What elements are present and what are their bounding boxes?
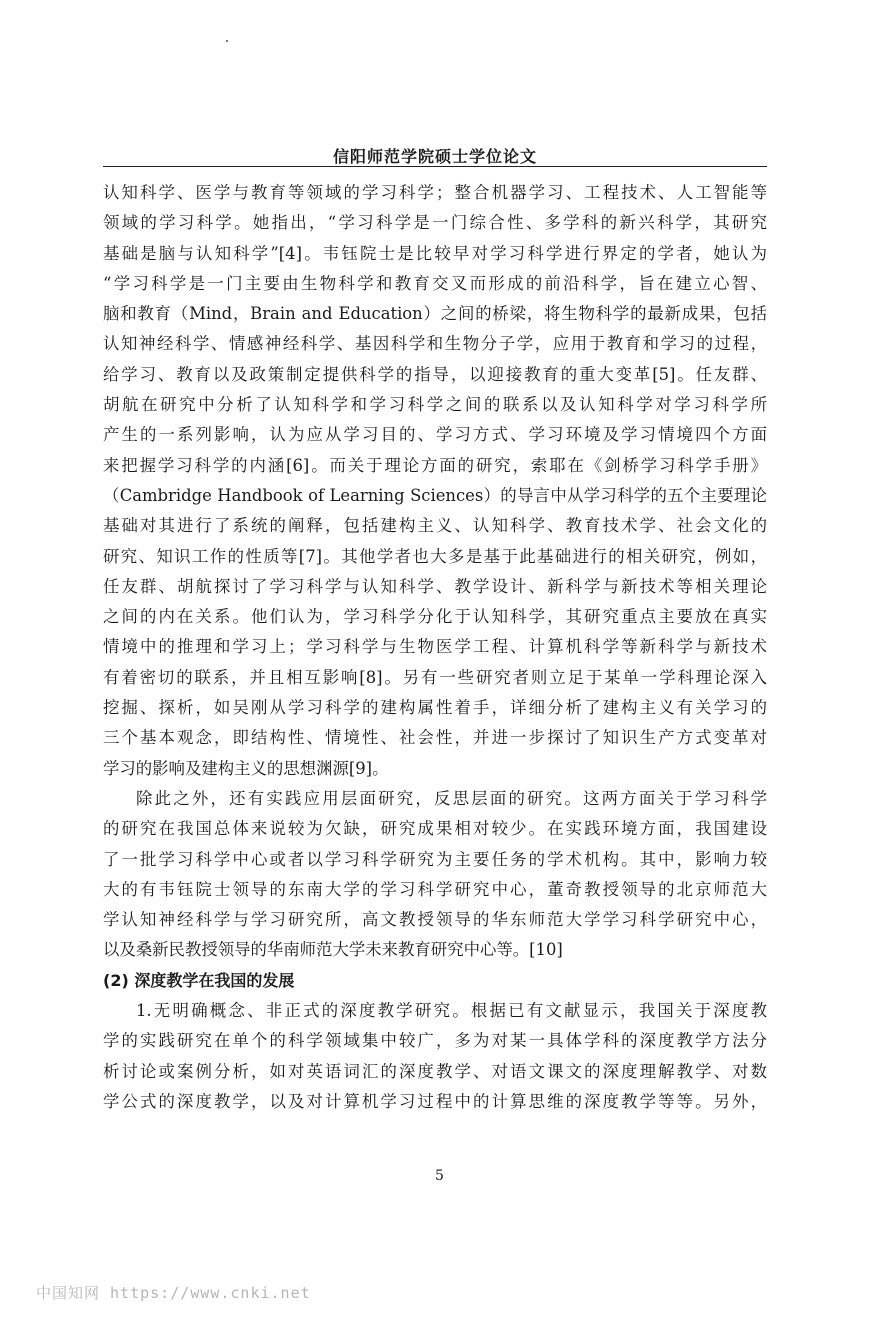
text-line: 脑和教育（Mind，Brain and Education）之间的桥梁，将生物科学的最新成果，包括 bbox=[103, 304, 767, 324]
text-line: 学认知神经科学与学习研究所，高文教授领导的华东师范大学学习科学研究中心， bbox=[103, 910, 767, 930]
text-line: 情境中的推理和学习上；学习科学与生物医学工程、计算机科学等新科学与新技术 bbox=[103, 637, 767, 657]
text-line: 以及桑新民教授领导的华南师范大学未来教育研究中心等。[10] bbox=[103, 940, 563, 960]
text-line: 1.无明确概念、非正式的深度教学研究。根据已有文献显示，我国关于深度教 bbox=[136, 1001, 767, 1021]
body-text bbox=[103, 178, 767, 1117]
text-line: 胡航在研究中分析了认知科学和学习科学之间的联系以及认知科学对学习科学所 bbox=[103, 395, 767, 415]
text-line: 了一批学习科学中心或者以学习科学研究为主要任务的学术机构。其中，影响力较 bbox=[103, 849, 767, 869]
text-line: “学习科学是一门主要由生物科学和教育交叉而形成的前沿科学，旨在建立心智、 bbox=[103, 273, 767, 293]
text-line: 之间的内在关系。他们认为，学习科学分化于认知科学，其研究重点主要放在真实 bbox=[103, 607, 767, 627]
page-number: 5 bbox=[435, 1168, 444, 1184]
text-line: 挖掘、探析，如吴刚从学习科学的建构属性着手，详细分析了建构主义有关学习的 bbox=[103, 698, 767, 718]
text-line: 大的有韦钰院士领导的东南大学的学习科学研究中心，董奇教授领导的北京师范大 bbox=[103, 879, 767, 899]
text-line: 产生的一系列影响，认为应从学习目的、学习方式、学习环境及学习情境四个方面 bbox=[103, 425, 767, 445]
text-line: （Cambridge Handbook of Learning Sciences）的导言中从学习科学的五个主要理论 bbox=[103, 485, 767, 505]
text-line: 基础是脑与认知科学”[4]。韦钰院士是比较早对学习科学进行界定的学者，她认为 bbox=[103, 243, 767, 263]
text-line: 有着密切的联系，并且相互影响[8]。另有一些研究者则立足于某单一学科理论深入 bbox=[103, 667, 767, 687]
text-line: 基础对其进行了系统的阐释，包括建构主义、认知科学、教育技术学、社会文化的 bbox=[103, 516, 767, 536]
header-rule bbox=[103, 166, 767, 167]
text-line: 任友群、胡航探讨了学习科学与认知科学、教学设计、新科学与新技术等相关理论 bbox=[103, 576, 767, 596]
text-line: 析讨论或案例分析，如对英语词汇的深度教学、对语文课文的深度理解教学、对数 bbox=[103, 1061, 767, 1081]
text-line: 给学习、教育以及政策制定提供科学的指导，以迎接教育的重大变革[5]。任友群、 bbox=[103, 364, 767, 384]
text-line: 学习的影响及建构主义的思想渊源[9]。 bbox=[103, 758, 389, 778]
text-line: 认知神经科学、情感神经科学、基因科学和生物分子学，应用于教育和学习的过程， bbox=[103, 334, 767, 354]
text-line: 领域的学习科学。她指出，“学习科学是一门综合性、多学科的新兴科学，其研究 bbox=[103, 213, 767, 233]
text-line: 认知科学、医学与教育等领域的学习科学；整合机器学习、工程技术、人工智能等 bbox=[103, 183, 767, 202]
text-line: 的研究在我国总体来说较为欠缺，研究成果相对较少。在实践环境方面，我国建设 bbox=[103, 819, 767, 839]
cnki-watermark: 中国知网 https://www.cnki.net bbox=[36, 1284, 311, 1302]
text-line: 来把握学习科学的内涵[6]。而关于理论方面的研究，索耶在《剑桥学习科学手册》 bbox=[103, 455, 767, 475]
text-line: 除此之外，还有实践应用层面研究，反思层面的研究。这两方面关于学习科学 bbox=[136, 788, 767, 808]
text-line: 研究、知识工作的性质等[7]。其他学者也大多是基于此基础进行的相关研究，例如， bbox=[103, 546, 767, 566]
text-line: 学的实践研究在单个的科学领域集中较广，多为对某一具体学科的深度教学方法分 bbox=[103, 1031, 767, 1051]
section-heading: (2) 深度教学在我国的发展 bbox=[103, 970, 295, 990]
text-line: 三个基本观念，即结构性、情境性、社会性，并进一步探讨了知识生产方式变革对 bbox=[103, 728, 767, 748]
text-line: 学公式的深度教学，以及对计算机学习过程中的计算思维的深度教学等等。另外， bbox=[103, 1091, 767, 1111]
running-header-title: 信阳师范学院硕士学位论文 bbox=[332, 147, 537, 166]
scan-speck bbox=[226, 40, 228, 42]
